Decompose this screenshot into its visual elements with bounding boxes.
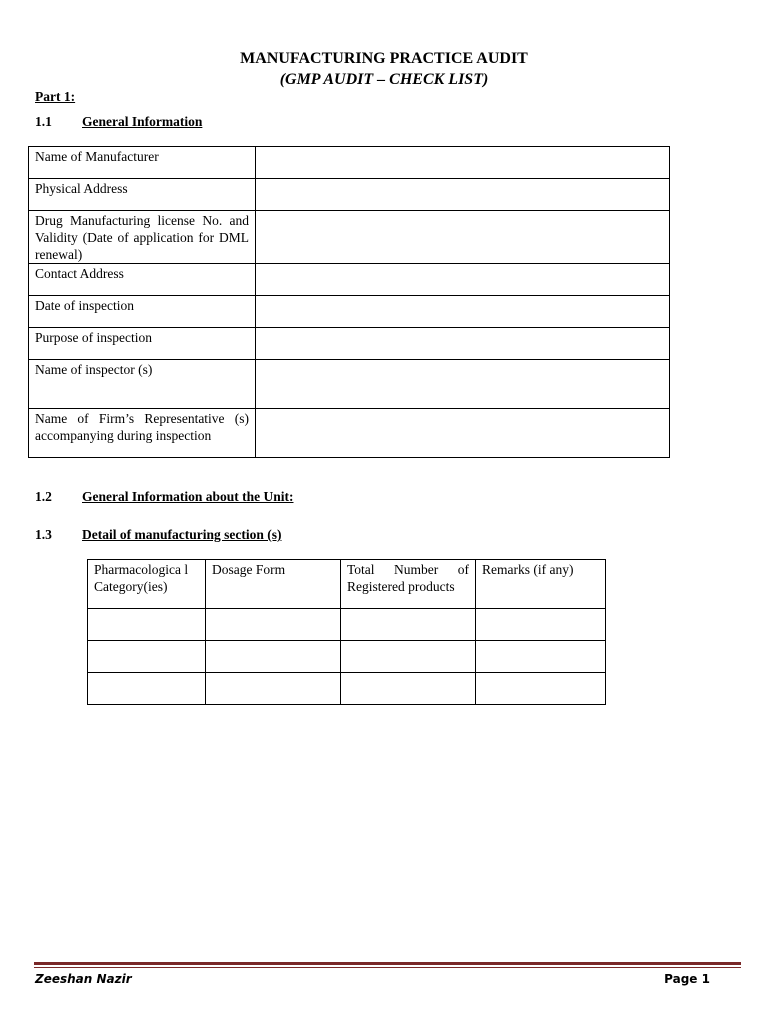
section-title: General Information about the Unit:	[82, 489, 294, 504]
table-header-row	[88, 560, 606, 609]
header-total-registered-products: Total Number of Registered products	[341, 560, 476, 609]
section-number: 1.3	[35, 527, 52, 542]
empty-cell[interactable]	[341, 609, 476, 641]
empty-cell[interactable]	[206, 609, 341, 641]
row-label: Drug Manufacturing license No. and Validity (Date of application for DML renewal)	[29, 211, 256, 264]
footer-page-number	[664, 972, 710, 986]
empty-cell[interactable]	[341, 673, 476, 705]
section-1-3-heading	[35, 527, 281, 543]
empty-cell[interactable]	[206, 641, 341, 673]
row-label: Date of inspection	[29, 296, 256, 328]
section-1-1-heading	[35, 114, 202, 130]
empty-cell[interactable]	[476, 609, 606, 641]
general-information-table	[28, 146, 670, 458]
empty-cell[interactable]	[88, 609, 206, 641]
table-row	[88, 609, 606, 641]
section-title: Detail of manufacturing section (s)	[82, 527, 282, 542]
section-number: 1.2	[35, 489, 52, 504]
row-label: Contact Address	[29, 264, 256, 296]
row-value-cell[interactable]	[256, 147, 670, 179]
table-row	[29, 360, 670, 409]
row-value-cell[interactable]	[256, 296, 670, 328]
footer-rule	[34, 962, 741, 965]
table-row	[29, 409, 670, 458]
empty-cell[interactable]	[206, 673, 341, 705]
section-title: General Information	[82, 114, 203, 129]
table-row	[29, 264, 670, 296]
row-label: Name of Firm’s Representative (s) accompanying during inspection	[29, 409, 256, 458]
table-row	[29, 211, 670, 264]
table-row	[88, 673, 606, 705]
document-title: MANUFACTURING PRACTICE AUDIT	[240, 50, 528, 67]
header-dosage-form: Dosage Form	[206, 560, 341, 609]
empty-cell[interactable]	[341, 641, 476, 673]
row-value-cell[interactable]	[256, 264, 670, 296]
page-number: 1	[701, 972, 710, 986]
row-value-cell[interactable]	[256, 409, 670, 458]
empty-cell[interactable]	[476, 673, 606, 705]
manufacturing-section-table	[87, 559, 606, 705]
header-remarks: Remarks (if any)	[476, 560, 606, 609]
empty-cell[interactable]	[88, 641, 206, 673]
empty-cell[interactable]	[88, 673, 206, 705]
row-label: Name of Manufacturer	[29, 147, 256, 179]
table-row	[29, 147, 670, 179]
table-row	[29, 328, 670, 360]
row-value-cell[interactable]	[256, 179, 670, 211]
header-pharmacological-category: Pharmacologica l Category(ies)	[88, 560, 206, 609]
part-label: Part 1:	[35, 89, 76, 104]
table-row	[29, 179, 670, 211]
row-value-cell[interactable]	[256, 328, 670, 360]
row-label: Physical Address	[29, 179, 256, 211]
footer-rule-thin	[34, 967, 741, 968]
table-row	[29, 296, 670, 328]
document-subtitle: (GMP AUDIT – CHECK LIST)	[279, 71, 489, 88]
row-label: Name of inspector (s)	[29, 360, 256, 409]
page-label: Page	[664, 972, 698, 986]
table-row	[88, 641, 606, 673]
row-label: Purpose of inspection	[29, 328, 256, 360]
row-value-cell[interactable]	[256, 211, 670, 264]
footer-author: Zeeshan Nazir	[35, 972, 132, 986]
empty-cell[interactable]	[476, 641, 606, 673]
section-1-2-heading	[35, 489, 294, 505]
row-value-cell[interactable]	[256, 360, 670, 409]
section-number: 1.1	[35, 114, 52, 129]
